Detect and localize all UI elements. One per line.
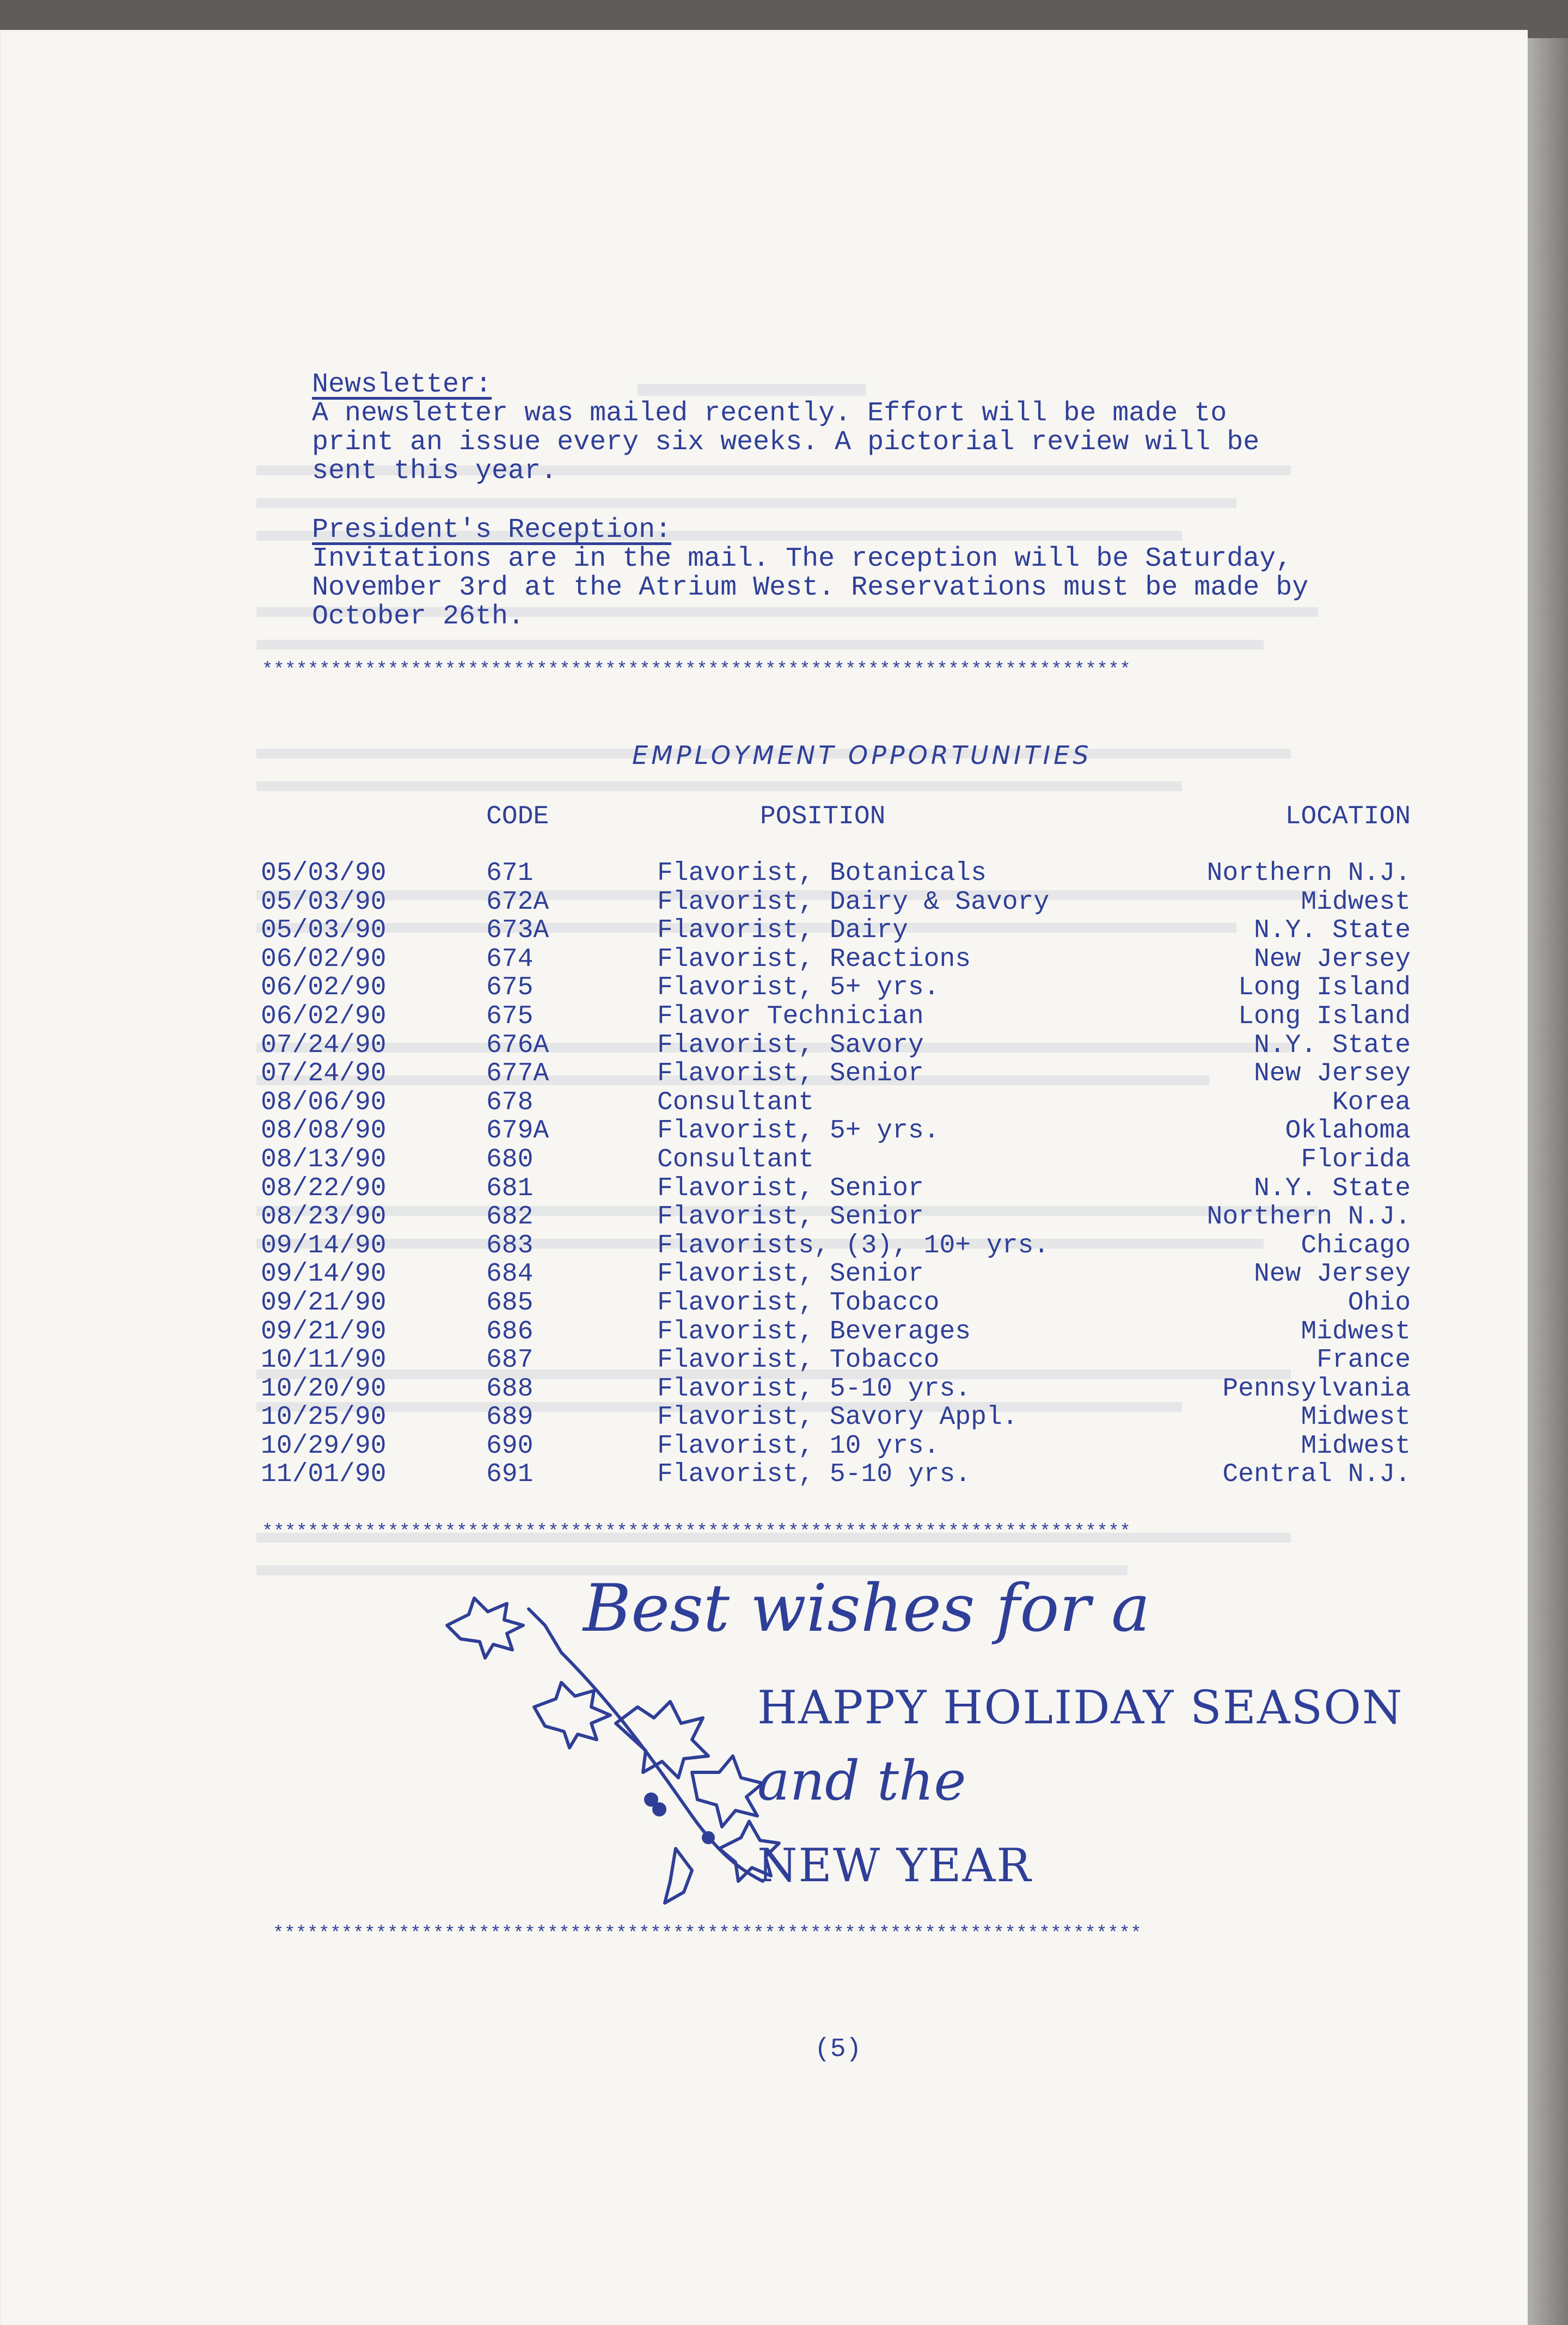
job-date: 06/02/90	[261, 973, 387, 1003]
job-code: 689	[486, 1403, 534, 1433]
job-location: N.Y. State	[1253, 1173, 1411, 1203]
table-row	[1, 1116, 1528, 1145]
job-date: 08/23/90	[261, 1202, 387, 1232]
greeting-line-4: NEW YEAR	[757, 1839, 1032, 1892]
job-code: 677A	[486, 1059, 549, 1089]
job-location: New Jersey	[1253, 944, 1411, 974]
table-row	[1, 916, 1528, 945]
job-location: New Jersey	[1253, 1059, 1411, 1089]
job-date: 05/03/90	[261, 916, 387, 946]
job-date: 09/21/90	[261, 1317, 387, 1347]
job-date: 11/01/90	[261, 1460, 387, 1490]
table-row	[1, 973, 1528, 1002]
job-position: Flavorist, 5-10 yrs.	[657, 1460, 971, 1490]
job-location: Northern N.J.	[1206, 859, 1411, 888]
job-location: Ohio	[1347, 1288, 1411, 1318]
table-row	[1, 1403, 1528, 1431]
job-code: 685	[486, 1288, 534, 1318]
job-date: 10/20/90	[261, 1374, 387, 1404]
job-date: 10/11/90	[261, 1345, 387, 1375]
newsletter-line-1: A newsletter was mailed recently. Effort will be made to	[312, 398, 1227, 429]
table-row	[1, 1174, 1528, 1203]
job-position: Consultant	[657, 1145, 814, 1174]
greeting-line-3: and the	[757, 1749, 966, 1813]
job-code: 675	[486, 1001, 534, 1031]
job-date: 09/14/90	[261, 1259, 387, 1289]
job-date: 09/14/90	[261, 1231, 387, 1261]
column-header-position: POSITION	[760, 802, 886, 831]
job-location: Midwest	[1301, 887, 1411, 917]
job-code: 684	[486, 1259, 534, 1289]
job-position: Flavorists, (3), 10+ yrs.	[657, 1231, 1050, 1261]
job-position: Flavorist, Reactions	[657, 944, 971, 974]
employment-title: EMPLOYMENT OPPORTUNITIES	[632, 741, 1092, 770]
job-position: Flavorist, 5-10 yrs.	[657, 1374, 971, 1404]
job-date: 05/03/90	[261, 887, 387, 917]
job-date: 09/21/90	[261, 1288, 387, 1318]
job-date: 06/02/90	[261, 944, 387, 974]
newsletter-line-3: sent this year.	[312, 456, 558, 487]
job-position: Flavorist, 10 yrs.	[657, 1431, 940, 1461]
table-row	[1, 1002, 1528, 1031]
job-date: 08/22/90	[261, 1173, 387, 1203]
job-position: Flavorist, 5+ yrs.	[657, 1116, 940, 1146]
job-location: Midwest	[1301, 1317, 1411, 1347]
job-location: Central N.J.	[1222, 1460, 1411, 1490]
job-code: 678	[486, 1087, 534, 1117]
job-position: Flavor Technician	[657, 1001, 924, 1031]
job-date: 07/24/90	[261, 1059, 387, 1089]
job-code: 673A	[486, 916, 549, 946]
job-location: Pennsylvania	[1222, 1374, 1411, 1404]
job-code: 680	[486, 1145, 534, 1174]
job-code: 682	[486, 1202, 534, 1232]
document-page	[0, 30, 1528, 2325]
job-code: 690	[486, 1431, 534, 1461]
table-row	[1, 1288, 1528, 1317]
reception-line-1: Invitations are in the mail. The reception will be Saturday,	[312, 543, 1293, 574]
job-position: Flavorist, Botanicals	[657, 859, 987, 888]
table-row	[1, 945, 1528, 974]
job-code: 674	[486, 944, 534, 974]
job-position: Flavorist, Senior	[657, 1202, 924, 1232]
job-position: Consultant	[657, 1087, 814, 1117]
job-code: 683	[486, 1231, 534, 1261]
job-location: France	[1316, 1345, 1411, 1375]
reception-line-2: November 3rd at the Atrium West. Reservations must be made by	[312, 572, 1309, 603]
table-row	[1, 1460, 1528, 1489]
job-location: Chicago	[1301, 1231, 1411, 1261]
job-code: 687	[486, 1345, 534, 1375]
job-date: 10/25/90	[261, 1403, 387, 1433]
job-location: Midwest	[1301, 1431, 1411, 1461]
table-row	[1, 1231, 1528, 1260]
job-position: Flavorist, Beverages	[657, 1317, 971, 1347]
job-position: Flavorist, Senior	[657, 1059, 924, 1089]
job-code: 672A	[486, 887, 549, 917]
job-position: Flavorist, 5+ yrs.	[657, 973, 940, 1003]
job-location: Northern N.J.	[1206, 1202, 1411, 1232]
table-row	[1, 1259, 1528, 1288]
job-location: N.Y. State	[1253, 916, 1411, 946]
table-row	[1, 1059, 1528, 1088]
table-row	[1, 1145, 1528, 1174]
job-location: New Jersey	[1253, 1259, 1411, 1289]
job-location: Oklahoma	[1285, 1116, 1411, 1146]
job-position: Flavorist, Senior	[657, 1259, 924, 1289]
job-code: 671	[486, 859, 534, 888]
job-code: 675	[486, 973, 534, 1003]
job-date: 05/03/90	[261, 859, 387, 888]
greeting-line-1: Best wishes for a	[583, 1571, 1150, 1647]
reception-heading: President's Reception:	[312, 515, 672, 546]
job-location: Midwest	[1301, 1403, 1411, 1433]
job-date: 08/08/90	[261, 1116, 387, 1146]
job-location: Long Island	[1238, 1001, 1411, 1031]
job-date: 08/06/90	[261, 1087, 387, 1117]
job-position: Flavorist, Tobacco	[657, 1288, 940, 1318]
job-location: Korea	[1332, 1087, 1411, 1117]
star-divider-bottom: ****************************************************************************	[273, 1924, 1142, 1944]
job-location: N.Y. State	[1253, 1030, 1411, 1060]
table-row	[1, 1088, 1528, 1117]
table-row	[1, 1345, 1528, 1374]
page-number: (5)	[814, 2035, 862, 2064]
reception-line-3: October 26th.	[312, 601, 525, 632]
job-position: Flavorist, Senior	[657, 1173, 924, 1203]
job-code: 688	[486, 1374, 534, 1404]
newsletter-heading: Newsletter:	[312, 369, 492, 400]
table-row	[1, 888, 1528, 916]
job-position: Flavorist, Tobacco	[657, 1345, 940, 1375]
job-date: 10/29/90	[261, 1431, 387, 1461]
newsletter-line-2: print an issue every six weeks. A pictorial review will be	[312, 427, 1260, 458]
table-row	[1, 859, 1528, 888]
job-position: Flavorist, Dairy & Savory	[657, 887, 1050, 917]
table-row	[1, 1031, 1528, 1060]
job-date: 06/02/90	[261, 1001, 387, 1031]
job-code: 681	[486, 1173, 534, 1203]
job-code: 676A	[486, 1030, 549, 1060]
table-row	[1, 1317, 1528, 1346]
table-row	[1, 1202, 1528, 1231]
table-row	[1, 1374, 1528, 1403]
star-divider-middle: ****************************************************************************	[262, 1522, 1131, 1543]
greeting-line-2: HAPPY HOLIDAY SEASON	[757, 1681, 1404, 1734]
job-location: Florida	[1301, 1145, 1411, 1174]
job-position: Flavorist, Dairy	[657, 916, 908, 946]
job-location: Long Island	[1238, 973, 1411, 1003]
column-header-code: CODE	[486, 802, 549, 831]
job-code: 679A	[486, 1116, 549, 1146]
job-listing-table	[1, 859, 1528, 1489]
job-position: Flavorist, Savory Appl.	[657, 1403, 1018, 1433]
job-date: 07/24/90	[261, 1030, 387, 1060]
table-row	[1, 1431, 1528, 1460]
column-header-location: LOCATION	[1285, 802, 1411, 831]
job-code: 691	[486, 1460, 534, 1490]
job-position: Flavorist, Savory	[657, 1030, 924, 1060]
job-code: 686	[486, 1317, 534, 1347]
job-date: 08/13/90	[261, 1145, 387, 1174]
holiday-greeting	[436, 1544, 1404, 1914]
star-divider-top: ****************************************************************************	[262, 660, 1131, 681]
